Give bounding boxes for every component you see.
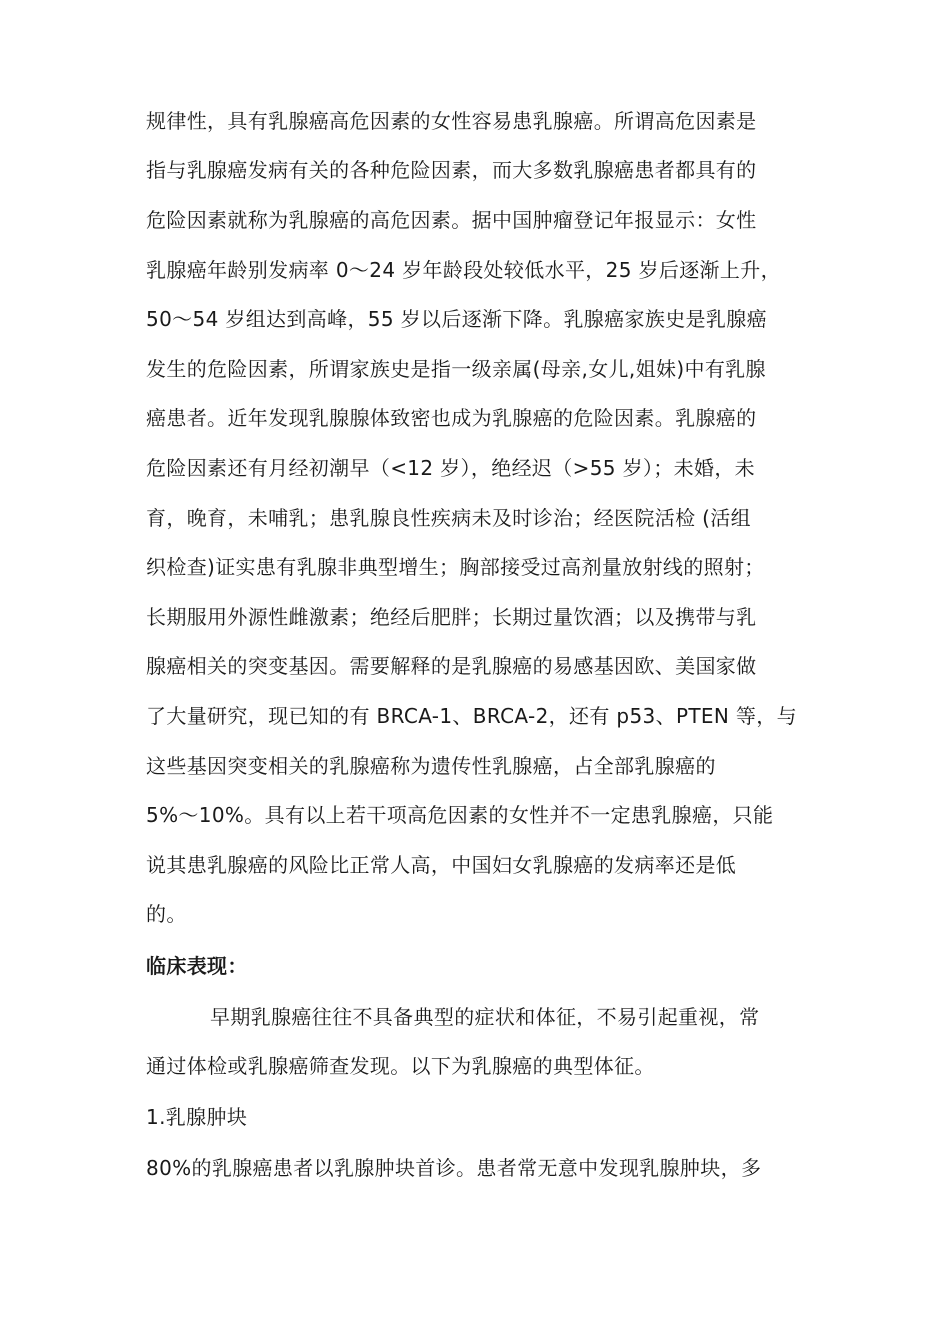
text-line: 说其患乳腺癌的风险比正常人高，中国妇女乳腺癌的发病率还是低 (146, 853, 737, 877)
text-line: 危险因素还有月经初潮早（<12 岁），绝经迟（>55 岁）；未婚，未 (146, 456, 756, 480)
text-line: 指与乳腺癌发病有关的各种危险因素，而大多数乳腺癌患者都具有的 (146, 158, 757, 182)
subheading: 1.乳腺肿块 (146, 1105, 248, 1129)
text-line: 危险因素就称为乳腺癌的高危因素。据中国肿瘤登记年报显示：女性 (146, 208, 757, 232)
text-line: 腺癌相关的突变基因。需要解释的是乳腺癌的易感基因欧、美国家做 (146, 654, 757, 678)
text-line: 癌患者。近年发现乳腺腺体致密也成为乳腺癌的危险因素。乳腺癌的 (146, 406, 757, 430)
text-line: 的。 (146, 902, 187, 926)
text-line: 这些基因突变相关的乳腺癌称为遗传性乳腺癌，占全部乳腺癌的 (146, 754, 716, 778)
text-line: 通过体检或乳腺癌筛查发现。以下为乳腺癌的典型体征。 (146, 1054, 655, 1078)
text-line: 5%～10%。具有以上若干项高危因素的女性并不一定患乳腺癌，只能 (146, 803, 774, 827)
text-line: 50～54 岁组达到高峰，55 岁以后逐渐下降。乳腺癌家族史是乳腺癌 (146, 307, 767, 331)
text-line: 织检查)证实患有乳腺非典型增生；胸部接受过高剂量放射线的照射； (146, 555, 765, 579)
text-line: 发生的危险因素，所谓家族史是指一级亲属(母亲,女儿,姐妹)中有乳腺 (146, 357, 766, 381)
text-line: 了大量研究，现已知的有 BRCA-1、BRCA-2，还有 p53、PTEN 等，与 (146, 704, 797, 728)
section-heading: 临床表现： (146, 954, 248, 978)
text-line: 长期服用外源性雌激素；绝经后肥胖；长期过量饮酒；以及携带与乳 (146, 605, 757, 629)
text-line: 乳腺癌年龄别发病率 0～24 岁年龄段处较低水平，25 岁后逐渐上升， (146, 258, 781, 282)
text-line: 育，晚育，未哺乳；患乳腺良性疾病未及时诊治；经医院活检 (活组 (146, 506, 752, 530)
text-line: 早期乳腺癌往往不具备典型的症状和体征，不易引起重视，常 (210, 1005, 760, 1029)
text-line: 80%的乳腺癌患者以乳腺肿块首诊。患者常无意中发现乳腺肿块，多 (146, 1156, 762, 1180)
text-line: 规律性，具有乳腺癌高危因素的女性容易患乳腺癌。所谓高危因素是 (146, 109, 757, 133)
